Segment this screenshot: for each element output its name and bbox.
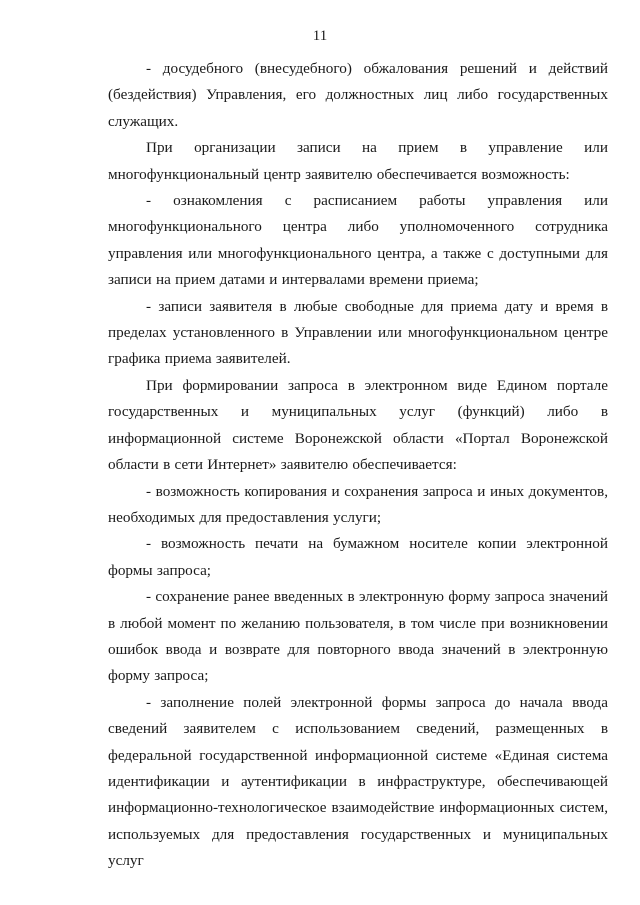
paragraph: При организации записи на прием в управление или многофункциональный центр заявителю обеспечивается возможность: — [108, 139, 608, 183]
paragraph: - досудебного (внесудебного) обжалования решений и действий (бездействия) Управления, его должностных лиц либо государственных служащих. — [108, 60, 608, 130]
document-body — [108, 56, 608, 875]
paragraph: При формировании запроса в электронном виде Едином портале государственных и муниципальных услуг (функций) либо в информационной системе Воронежской области «Портал Воронежской области в сети Интернет» заявителю обеспечивается: — [108, 376, 608, 474]
paragraph: - заполнение полей электронной формы запроса до начала ввода сведений заявителем с использованием сведений, размещенных в федеральной государственной информационной системе «Единая система идентификации и аутентификации в инфраструктуре, обеспечивающей информационно-технологическое взаимодействие информационных систем, используемых для предоставления государственных и муниципальных услуг — [108, 693, 608, 870]
paragraph: - возможность печати на бумажном носителе копии электронной формы запроса; — [108, 535, 608, 579]
paragraph: - ознакомления с расписанием работы управления или многофункционального центра либо уполномоченного сотрудника управления или многофункционального центра, а также с доступными для записи на прием датами и интервалами времени приема; — [108, 192, 608, 289]
paragraph: - возможность копирования и сохранения запроса и иных документов, необходимых для предоставления услуги; — [108, 482, 608, 526]
paragraph: - записи заявителя в любые свободные для приема дату и время в пределах установленного в Управлении или многофункциональном центре графика приема заявителей. — [108, 297, 608, 368]
paragraph: - сохранение ранее введенных в электронную форму запроса значений в любой момент по желанию пользователя, в том числе при возникновении ошибок ввода и возврате для повторного ввода значений в электронную форму запроса; — [108, 588, 608, 685]
page-number: 11 — [312, 28, 328, 44]
